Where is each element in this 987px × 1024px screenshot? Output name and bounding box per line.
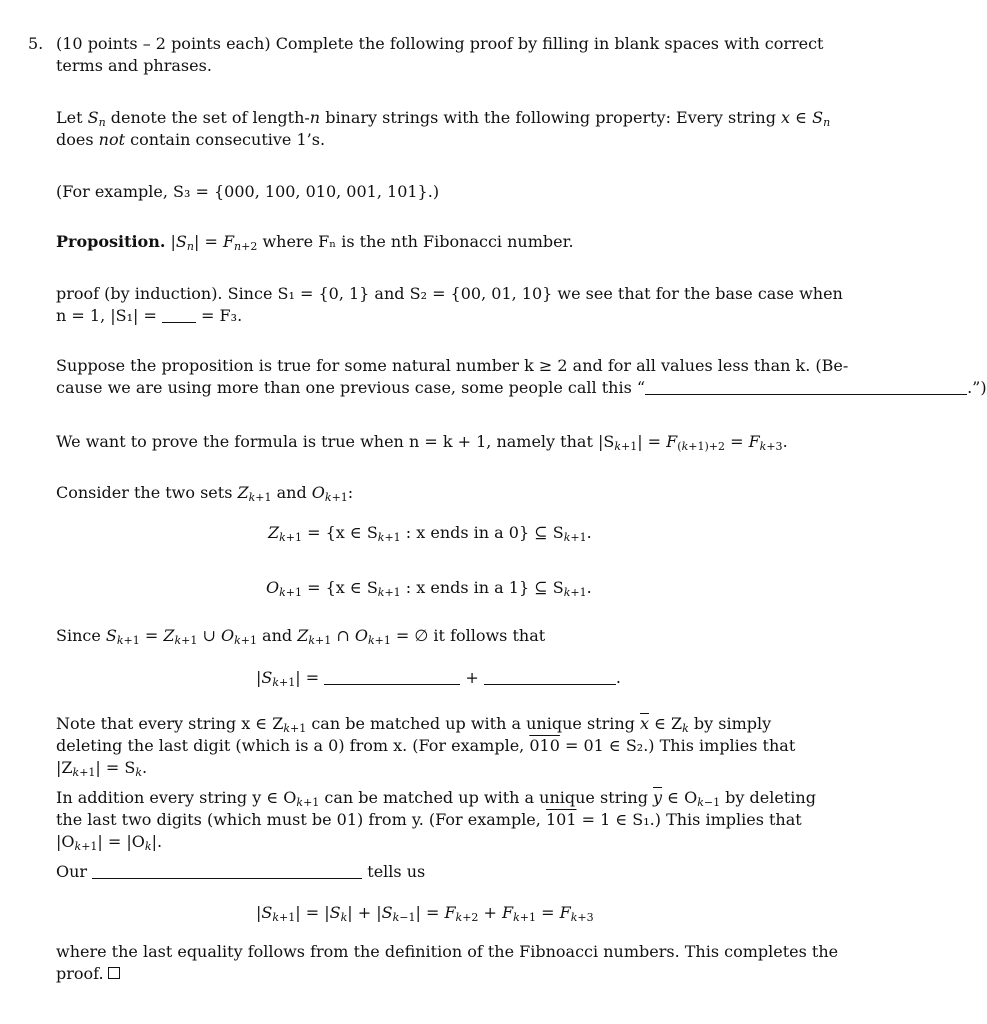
hypothesis-line1: Suppose the proposition is true for some natural number k ≥ 2 and for all values less than k. (Be- <box>56 356 849 375</box>
definition-text: does <box>56 130 99 149</box>
note-line4: In addition every string y ∈ $O_{k+1}$ can be matched up with a unique string $\overline{y}$ ∈ $O_{k-1}$ by deleting <box>56 788 816 809</box>
note-text: In addition every string y ∈ O <box>56 788 297 807</box>
conclusion-line2 <box>56 964 120 984</box>
hypothesis-text: cause we are using more than one previous case, some people call this “ <box>56 378 646 397</box>
note-text: the last two digits (which must be 01) from y. (For example, <box>56 810 546 829</box>
final-equation: $|S_{k+1}| = |S_k| + |S_{k-1}| = F_{k+2} + F_{k+1} = F_{k+3}$ <box>256 903 594 924</box>
blank-sum-first[interactable] <box>324 683 460 685</box>
conclusion-text: proof. <box>56 964 104 983</box>
blank-induction-name[interactable] <box>645 393 967 395</box>
definition-line2 <box>56 130 325 150</box>
blank-recurrence[interactable] <box>92 877 362 879</box>
union-sum-line: $|S_{k+1}|$ = + . <box>256 668 621 689</box>
problem-header-line2: terms and phrases. <box>56 56 212 75</box>
note-text: 101 <box>545 810 577 829</box>
definition-text: contain consecutive 1’s. <box>125 130 326 149</box>
union-text: Since <box>56 626 106 645</box>
base-case-text: = F₃. <box>195 306 243 325</box>
note-text: 010 <box>529 736 560 755</box>
note-line6: $|O_{k+1}| = |O_k|$. <box>56 832 163 853</box>
plus-sign: + <box>465 668 479 687</box>
note-text: | = |O <box>97 832 145 851</box>
z-set-definition: $Z_{k+1} = \{x$ ∈ $S_{k+1}$ : x ends in a 0} ⊆ $S_{k+1}$. <box>268 523 592 544</box>
set-def-text: : x ends in a 1} ⊆ S <box>400 578 564 597</box>
base-case-line2 <box>56 306 242 326</box>
note-text: |O <box>56 832 75 851</box>
note-text: can be matched up with a unique string <box>319 788 654 807</box>
qed-box-icon <box>108 967 120 979</box>
base-case-text: n = 1, |S₁| = <box>56 306 162 325</box>
proposition: Proposition. $|S_n| = F_{n+2}$ where Fₙ is the nth Fibonacci number. <box>56 232 574 253</box>
note-text: = 1 ∈ S₁.) This implies that <box>576 810 802 829</box>
note-text: by deleting <box>720 788 816 807</box>
blank-base-case[interactable] <box>162 321 196 323</box>
sets-intro: Consider the two sets $Z_{k+1}$ and $O_{k+1}$: <box>56 483 354 504</box>
base-case-line1: proof (by induction). Since S₁ = {0, 1} and S₂ = {00, 01, 10} we see that for the base case when <box>56 284 843 303</box>
problem-header-line1: (10 points – 2 points each) Complete the following proof by filling in blank spaces with correct <box>56 34 824 53</box>
sets-intro-text: Consider the two sets <box>56 483 233 502</box>
tells-us-text: tells us <box>367 862 426 881</box>
set-def-text: : x ends in a 0} ⊆ S <box>400 523 564 542</box>
note-line5 <box>56 810 802 830</box>
definition-text: Let <box>56 108 88 127</box>
note-text: ∈ O <box>662 788 698 807</box>
goal-line: We want to prove the formula is true when n = k + 1, namely that $|S_{k+1}| = F_{(k+1)+2} = F_{k+3}$. <box>56 432 788 453</box>
note-text: by simply <box>688 714 772 733</box>
o-set-definition: $O_{k+1} = \{x$ ∈ $S_{k+1}$ : x ends in a 1} ⊆ $S_{k+1}$. <box>266 578 592 599</box>
note-text: can be matched up with a unique string <box>306 714 640 733</box>
union-line: Since $S_{k+1} = Z_{k+1}$ ∪ $O_{k+1}$ and $Z_{k+1}$ ∩ $O_{k+1}$ = ∅ it follows that <box>56 626 546 647</box>
note-text: |Z <box>56 758 73 777</box>
goal-text: We want to prove the formula is true when n = k + 1, namely that |S <box>56 432 615 451</box>
note-text: ∈ Z <box>649 714 683 733</box>
definition-text: binary strings with the following property: Every string <box>320 108 782 127</box>
proposition-text: where Fₙ is the nth Fibonacci number. <box>257 232 574 251</box>
example-text: (For example, S₃ = {000, 100, 010, 001, 101}.) <box>56 182 440 201</box>
problem-number: 5. <box>28 34 44 53</box>
union-text: it follows that <box>428 626 546 645</box>
set-def-text: = {x ∈ S <box>307 578 378 597</box>
proposition-label: Proposition. <box>56 232 166 251</box>
set-def-text: = {x ∈ S <box>307 523 378 542</box>
note-text: = 01 ∈ S₂.) This implies that <box>559 736 796 755</box>
note-text: deleting the last digit (which is a 0) from x. (For example, <box>56 736 530 755</box>
emphasis-not: not <box>98 130 126 149</box>
note-line2 <box>56 736 795 756</box>
note-text: | = S <box>95 758 136 777</box>
definition-text: denote the set of length- <box>105 108 310 127</box>
conclusion-line1: where the last equality follows from the definition of the Fibnoacci numbers. This completes the <box>56 942 839 961</box>
our-text: Our <box>56 862 88 881</box>
conclusion-our-line <box>56 862 425 882</box>
note-line3: $|Z_{k+1}| = S_k$. <box>56 758 148 779</box>
hypothesis-text: .”) <box>967 378 987 397</box>
note-text: Note that every string x ∈ Z <box>56 714 284 733</box>
definition-line1: Let $S_n$ denote the set of length-n binary strings with the following property: Every string x ∈ $S_n$ <box>56 108 831 129</box>
hypothesis-line2 <box>56 378 987 398</box>
blank-sum-second[interactable] <box>484 683 616 685</box>
note-line1: Note that every string x ∈ $Z_{k+1}$ can be matched up with a unique string $\overline{x}$ ∈ $Z_k$ by simply <box>56 714 772 735</box>
